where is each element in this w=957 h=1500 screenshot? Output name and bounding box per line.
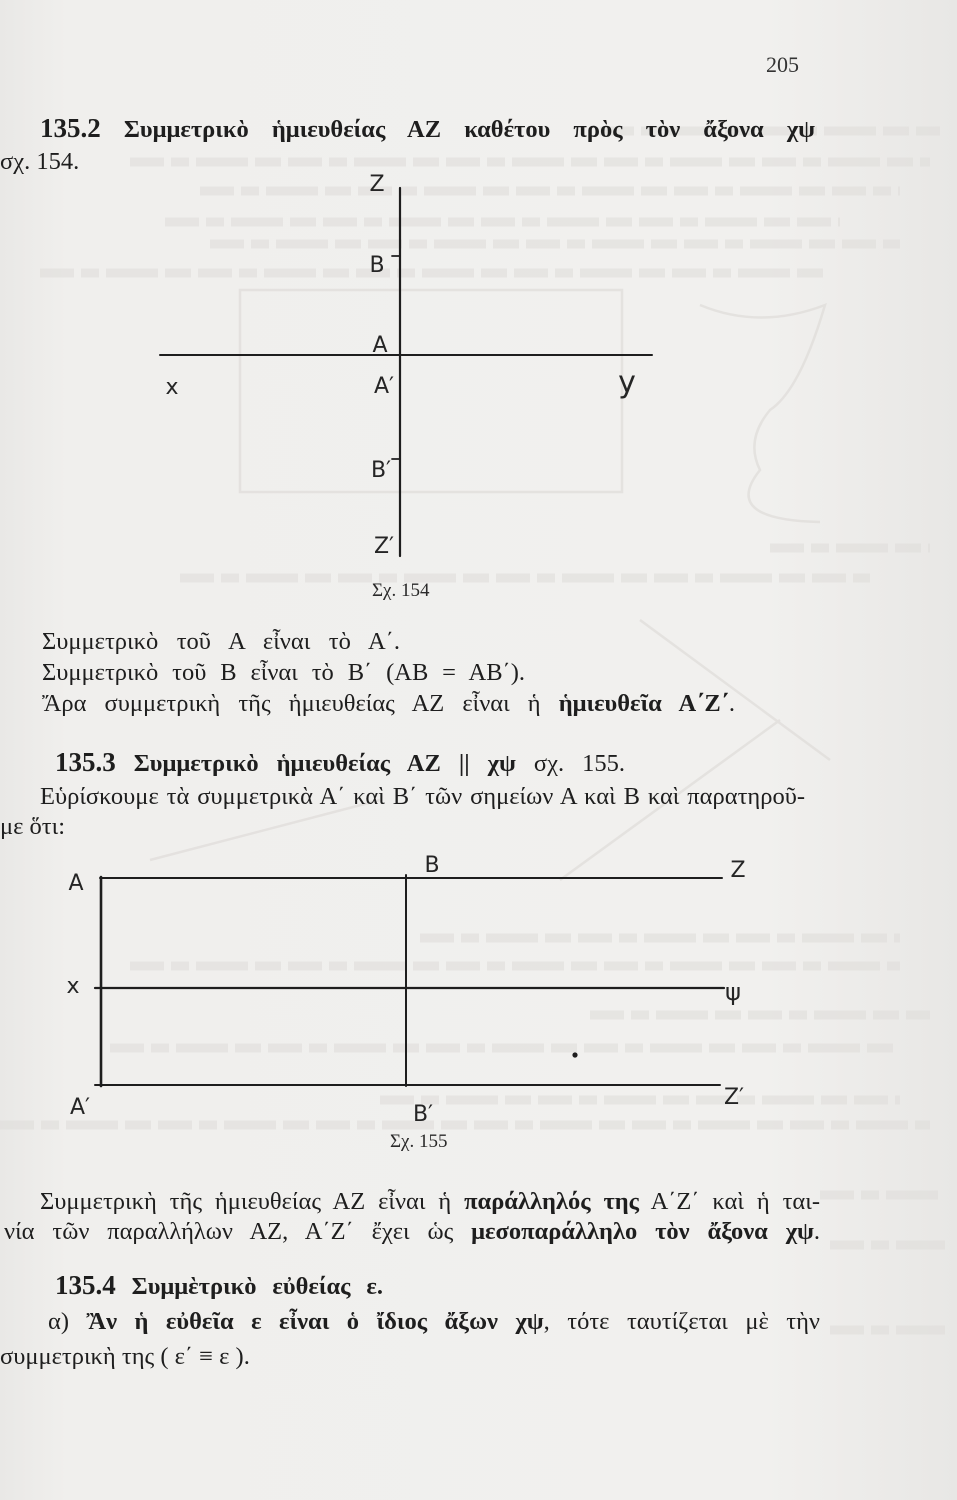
text-run: Συμμετρικὴ τῆς ἡμιευθείας ΑΖ εἶναι ἡ — [40, 1188, 452, 1215]
section-title: Συμμὲτρικὸ εὐθείας ε. — [131, 1273, 383, 1300]
label-b: B — [369, 253, 385, 278]
figure-reference: σχ. 155. — [533, 750, 625, 777]
figure-caption: Σχ. 154 — [372, 580, 430, 601]
paragraph-line: με ὅτι: — [0, 813, 66, 840]
text-run: . — [728, 690, 735, 717]
label-b-prime: B′ — [370, 458, 392, 483]
label-y: y — [618, 365, 636, 400]
label-a-prime: A′ — [69, 1095, 91, 1120]
label-b-prime: B′ — [412, 1102, 434, 1127]
section-number: 135.4 — [55, 1270, 116, 1300]
figure-reference: σχ. 154. — [0, 148, 80, 175]
label-a-prime: A′ — [373, 374, 395, 399]
section-title: Συμμετρικὸ ἡμιευθείας ΑΖ καθέτου πρὸς τὸν ἄξονα χψ — [123, 116, 815, 143]
paragraph-line: Συμμετρικὸ τοῦ Α εἶναι τὸ Α΄. — [42, 628, 400, 655]
page-number: 205 — [766, 52, 799, 77]
section-135-2-heading — [40, 113, 815, 145]
label-x: x — [66, 974, 80, 999]
emphasis: μεσοπαράλληλο τὸν ἄξονα χψ — [471, 1218, 814, 1245]
list-marker: α) — [48, 1308, 69, 1335]
point-dot — [572, 1052, 577, 1057]
label-a: A — [372, 333, 388, 358]
list-item-a — [48, 1307, 820, 1337]
emphasis: παράλληλός της — [464, 1188, 640, 1215]
label-z: Z — [730, 858, 746, 883]
emphasis: Ἂν ἡ εὐθεῖα ε εἶναι ὁ ἴδιος ἄξων χψ — [86, 1308, 544, 1335]
text-run: νία τῶν παραλλήλων ΑΖ, Α΄Ζ΄ ἔχει ὡς — [4, 1218, 454, 1245]
emphasis: ἡμιευθεῖα Α΄Ζ΄ — [558, 690, 729, 717]
paragraph-line — [42, 689, 735, 719]
label-z-prime: Z′ — [723, 1085, 745, 1110]
label-b: B — [424, 853, 440, 878]
figure-154 — [140, 160, 680, 610]
label-a: A — [68, 871, 84, 896]
label-z: Z — [369, 172, 385, 197]
text-run: , τότε ταυτίζεται μὲ τὴν — [543, 1308, 821, 1335]
label-x: x — [165, 375, 179, 400]
paragraph-line: Συμμετρικὸ τοῦ Β εἶναι τὸ Β΄ (ΑΒ = ΑΒ΄). — [42, 659, 525, 686]
figure-155 — [50, 840, 770, 1160]
figure-caption: Σχ. 155 — [390, 1131, 448, 1152]
label-z-prime: Z′ — [373, 534, 395, 559]
section-title: Συμμετρικὸ ἡμιευθείας ΑΖ || χψ — [133, 750, 516, 777]
paragraph-line — [40, 1187, 820, 1217]
text-run: . — [813, 1218, 821, 1245]
text-run: Α΄Ζ΄ καὶ ἡ ται- — [650, 1188, 821, 1215]
paragraph-line: συμμετρικὴ της ( ε΄ ≡ ε ). — [0, 1343, 250, 1370]
text-run: Ἄρα συμμετρικὴ τῆς ἡμιευθείας ΑΖ εἶναι ἡ — [42, 690, 541, 717]
section-135-4-heading — [55, 1270, 383, 1302]
show-through-vase — [700, 305, 825, 522]
section-135-3-heading — [55, 747, 625, 779]
paragraph-line — [4, 1217, 820, 1247]
section-number: 135.3 — [55, 747, 116, 777]
paragraph-line: Εὑρίσκουμε τὰ συμμετρικὰ Α΄ καὶ Β΄ τῶν σημείων Α καὶ Β καὶ παρατηροῦ- — [40, 783, 805, 810]
section-number: 135.2 — [40, 113, 101, 143]
label-psi: ψ — [725, 978, 741, 1006]
